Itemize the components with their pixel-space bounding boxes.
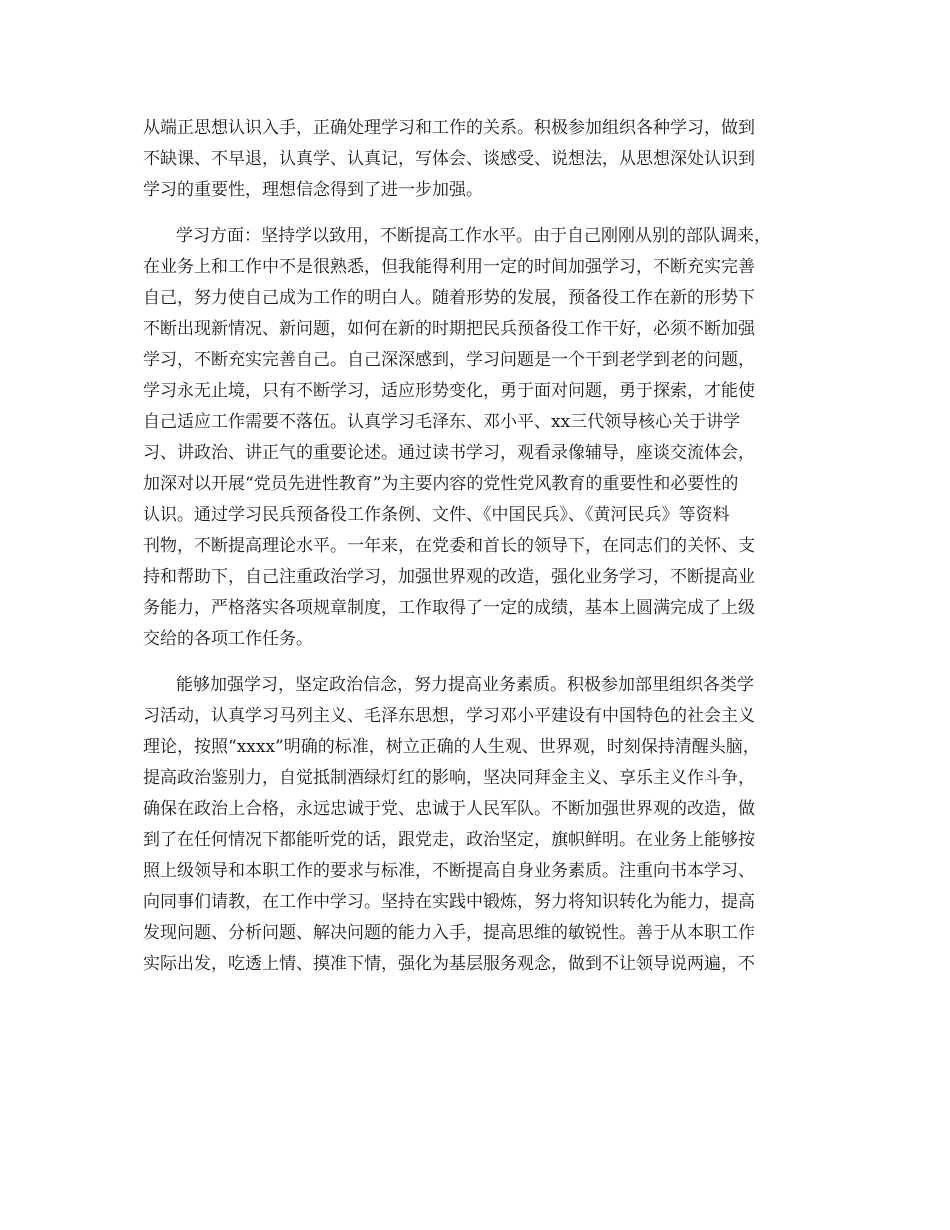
text-line: 习活动，认真学习马列主义、毛泽东思想，学习邓小平建设有中国特色的社会主义 xyxy=(143,706,755,726)
text-line: 持和帮助下，自己注重政治学习，加强世界观的改造，强化业务学习，不断提高业 xyxy=(143,567,755,587)
text-line: 自己，努力使自己成为工作的明白人。随着形势的发展，预备役工作在新的形势下 xyxy=(143,288,755,308)
text-line: 到了在任何情况下都能听党的话，跟党走，政治坚定，旗帜鲜明。在业务上能够按 xyxy=(143,830,755,850)
text-line: 从端正思想认识入手，正确处理学习和工作的关系。积极参加组织各种学习，做到 xyxy=(143,118,755,138)
text-line: 习、讲政治、讲正气的重要论述。通过读书学习，观看录像辅导，座谈交流体会， xyxy=(143,443,755,463)
text-line: 向同事们请教，在工作中学习。坚持在实践中锻炼，努力将知识转化为能力，提高 xyxy=(143,892,755,912)
text-line: 刊物，不断提高理论水平。一年来，在党委和首长的领导下，在同志们的关怀、支 xyxy=(143,536,755,556)
text-line: 认识。通过学习民兵预备役工作条例、文件、《中国民兵》、《黄河民兵》等资料 xyxy=(143,505,730,525)
text-line: 务能力，严格落实各项规章制度，工作取得了一定的成绩，基本上圆满完成了上级 xyxy=(143,598,755,618)
text-line: 学习的重要性，理想信念得到了进一步加强。 xyxy=(143,180,483,200)
text-line: 能够加强学习，坚定政治信念，努力提高业务素质。积极参加部里组织各类学 xyxy=(176,675,754,695)
text-line: 实际出发，吃透上情、摸准下情，强化为基层服务观念，做到不让领导说两遍，不 xyxy=(143,954,755,974)
text-line: 提高政治鉴别力，自觉抵制酒绿灯红的影响，坚决同拜金主义、享乐主义作斗争， xyxy=(143,768,755,788)
text-line: 学习方面：坚持学以致用，不断提高工作水平。由于自己刚刚从别的部队调来， xyxy=(176,226,771,246)
text-line: 学习，不断充实完善自己。自己深深感到，学习问题是一个干到老学到老的问题， xyxy=(143,350,755,370)
text-line: 自己适应工作需要不落伍。认真学习毛泽东、邓小平、xx三代领导核心关于讲学 xyxy=(143,412,741,432)
text-line: 学习永无止境，只有不断学习，适应形势变化，勇于面对问题，勇于探索，才能使 xyxy=(143,381,755,401)
text-line: 确保在政治上合格，永远忠诚于党、忠诚于人民军队。不断加强世界观的改造，做 xyxy=(143,799,755,819)
text-line: 发现问题、分析问题、解决问题的能力入手，提高思维的敏锐性。善于从本职工作 xyxy=(143,923,755,943)
text-line: 不断出现新情况、新问题，如何在新的时期把民兵预备役工作干好，必须不断加强 xyxy=(143,319,755,339)
text-line: 理论，按照“xxxx”明确的标准，树立正确的人生观、世界观，时刻保持清醒头脑， xyxy=(143,737,760,757)
text-line: 在业务上和工作中不是很熟悉，但我能得利用一定的时间加强学习，不断充实完善 xyxy=(143,257,755,277)
text-line: 交给的各项工作任务。 xyxy=(143,629,313,649)
text-line: 加深对以开展“党员先进性教育”为主要内容的党性党风教育的重要性和必要性的 xyxy=(143,474,739,494)
text-line: 照上级领导和本职工作的要求与标准，不断提高自身业务素质。注重向书本学习、 xyxy=(143,861,755,881)
text-line: 不缺课、不早退，认真学、认真记，写体会、谈感受、说想法，从思想深处认识到 xyxy=(143,149,755,169)
